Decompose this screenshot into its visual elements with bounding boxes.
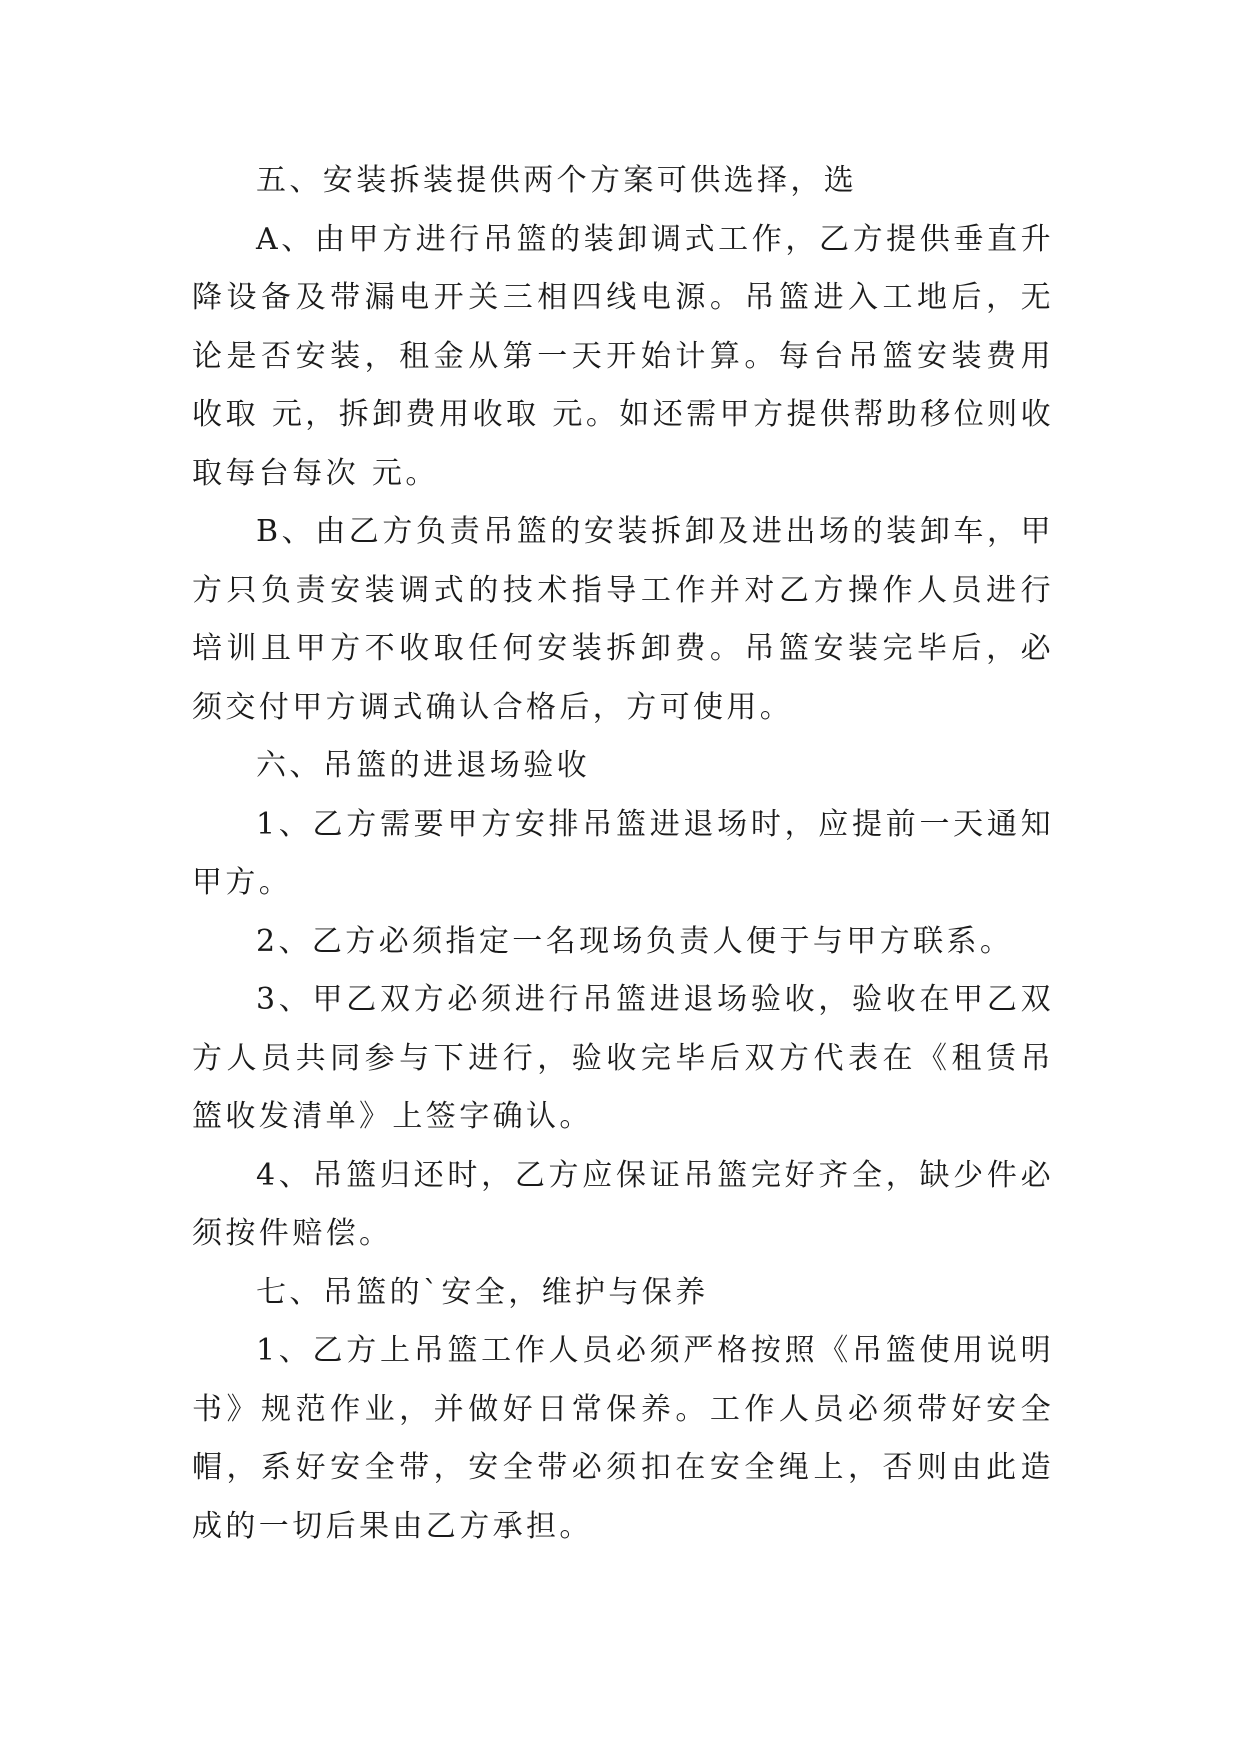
section-heading-installation: 五、安装拆装提供两个方案可供选择，选 (256, 163, 858, 198)
paragraph-option-b: B、由乙方负责吊篮的安装拆卸及进出场的装卸车，甲方只负责安装调式的技术指导工作并对乙方操作人员进行培训且甲方不收取任何安装拆卸费。吊篮安装完毕后，必须交付甲方调式确认合格后，方可使用。 (192, 514, 1054, 725)
document-body (192, 152, 1054, 1556)
paragraph-safety-1: 1、乙方上吊篮工作人员必须严格按照《吊篮使用说明书》规范作业，并做好日常保养。工作人员必须带好安全帽，系好安全带，安全带必须扣在安全绳上，否则由此造成的一切后果由乙方承担。 (192, 1333, 1054, 1544)
paragraph-option-a: A、由甲方进行吊篮的装卸调式工作，乙方提供垂直升降设备及带漏电开关三相四线电源。吊篮进入工地后，无论是否安装，租金从第一天开始计算。每台吊篮安装费用收取 元，拆卸费用收取 元。如还需甲方提供帮助移位则收取每台每次 元。 (192, 221, 1054, 491)
paragraph-acceptance-1: 1、乙方需要甲方安排吊篮进退场时，应提前一天通知甲方。 (192, 806, 1054, 900)
section-heading-safety: 七、吊篮的`安全，维护与保养 (256, 1274, 709, 1310)
section-heading-acceptance: 六、吊篮的进退场验收 (256, 748, 590, 783)
paragraph-acceptance-3: 3、甲乙双方必须进行吊篮进退场验收，验收在甲乙双方人员共同参与下进行，验收完毕后双方代表在《租赁吊篮收发清单》上签字确认。 (192, 982, 1054, 1134)
paragraph-acceptance-4: 4、吊篮归还时，乙方应保证吊篮完好齐全，缺少件必须按件赔偿。 (192, 1157, 1054, 1251)
paragraph-acceptance-2: 2、乙方必须指定一名现场负责人便于与甲方联系。 (256, 923, 1014, 959)
